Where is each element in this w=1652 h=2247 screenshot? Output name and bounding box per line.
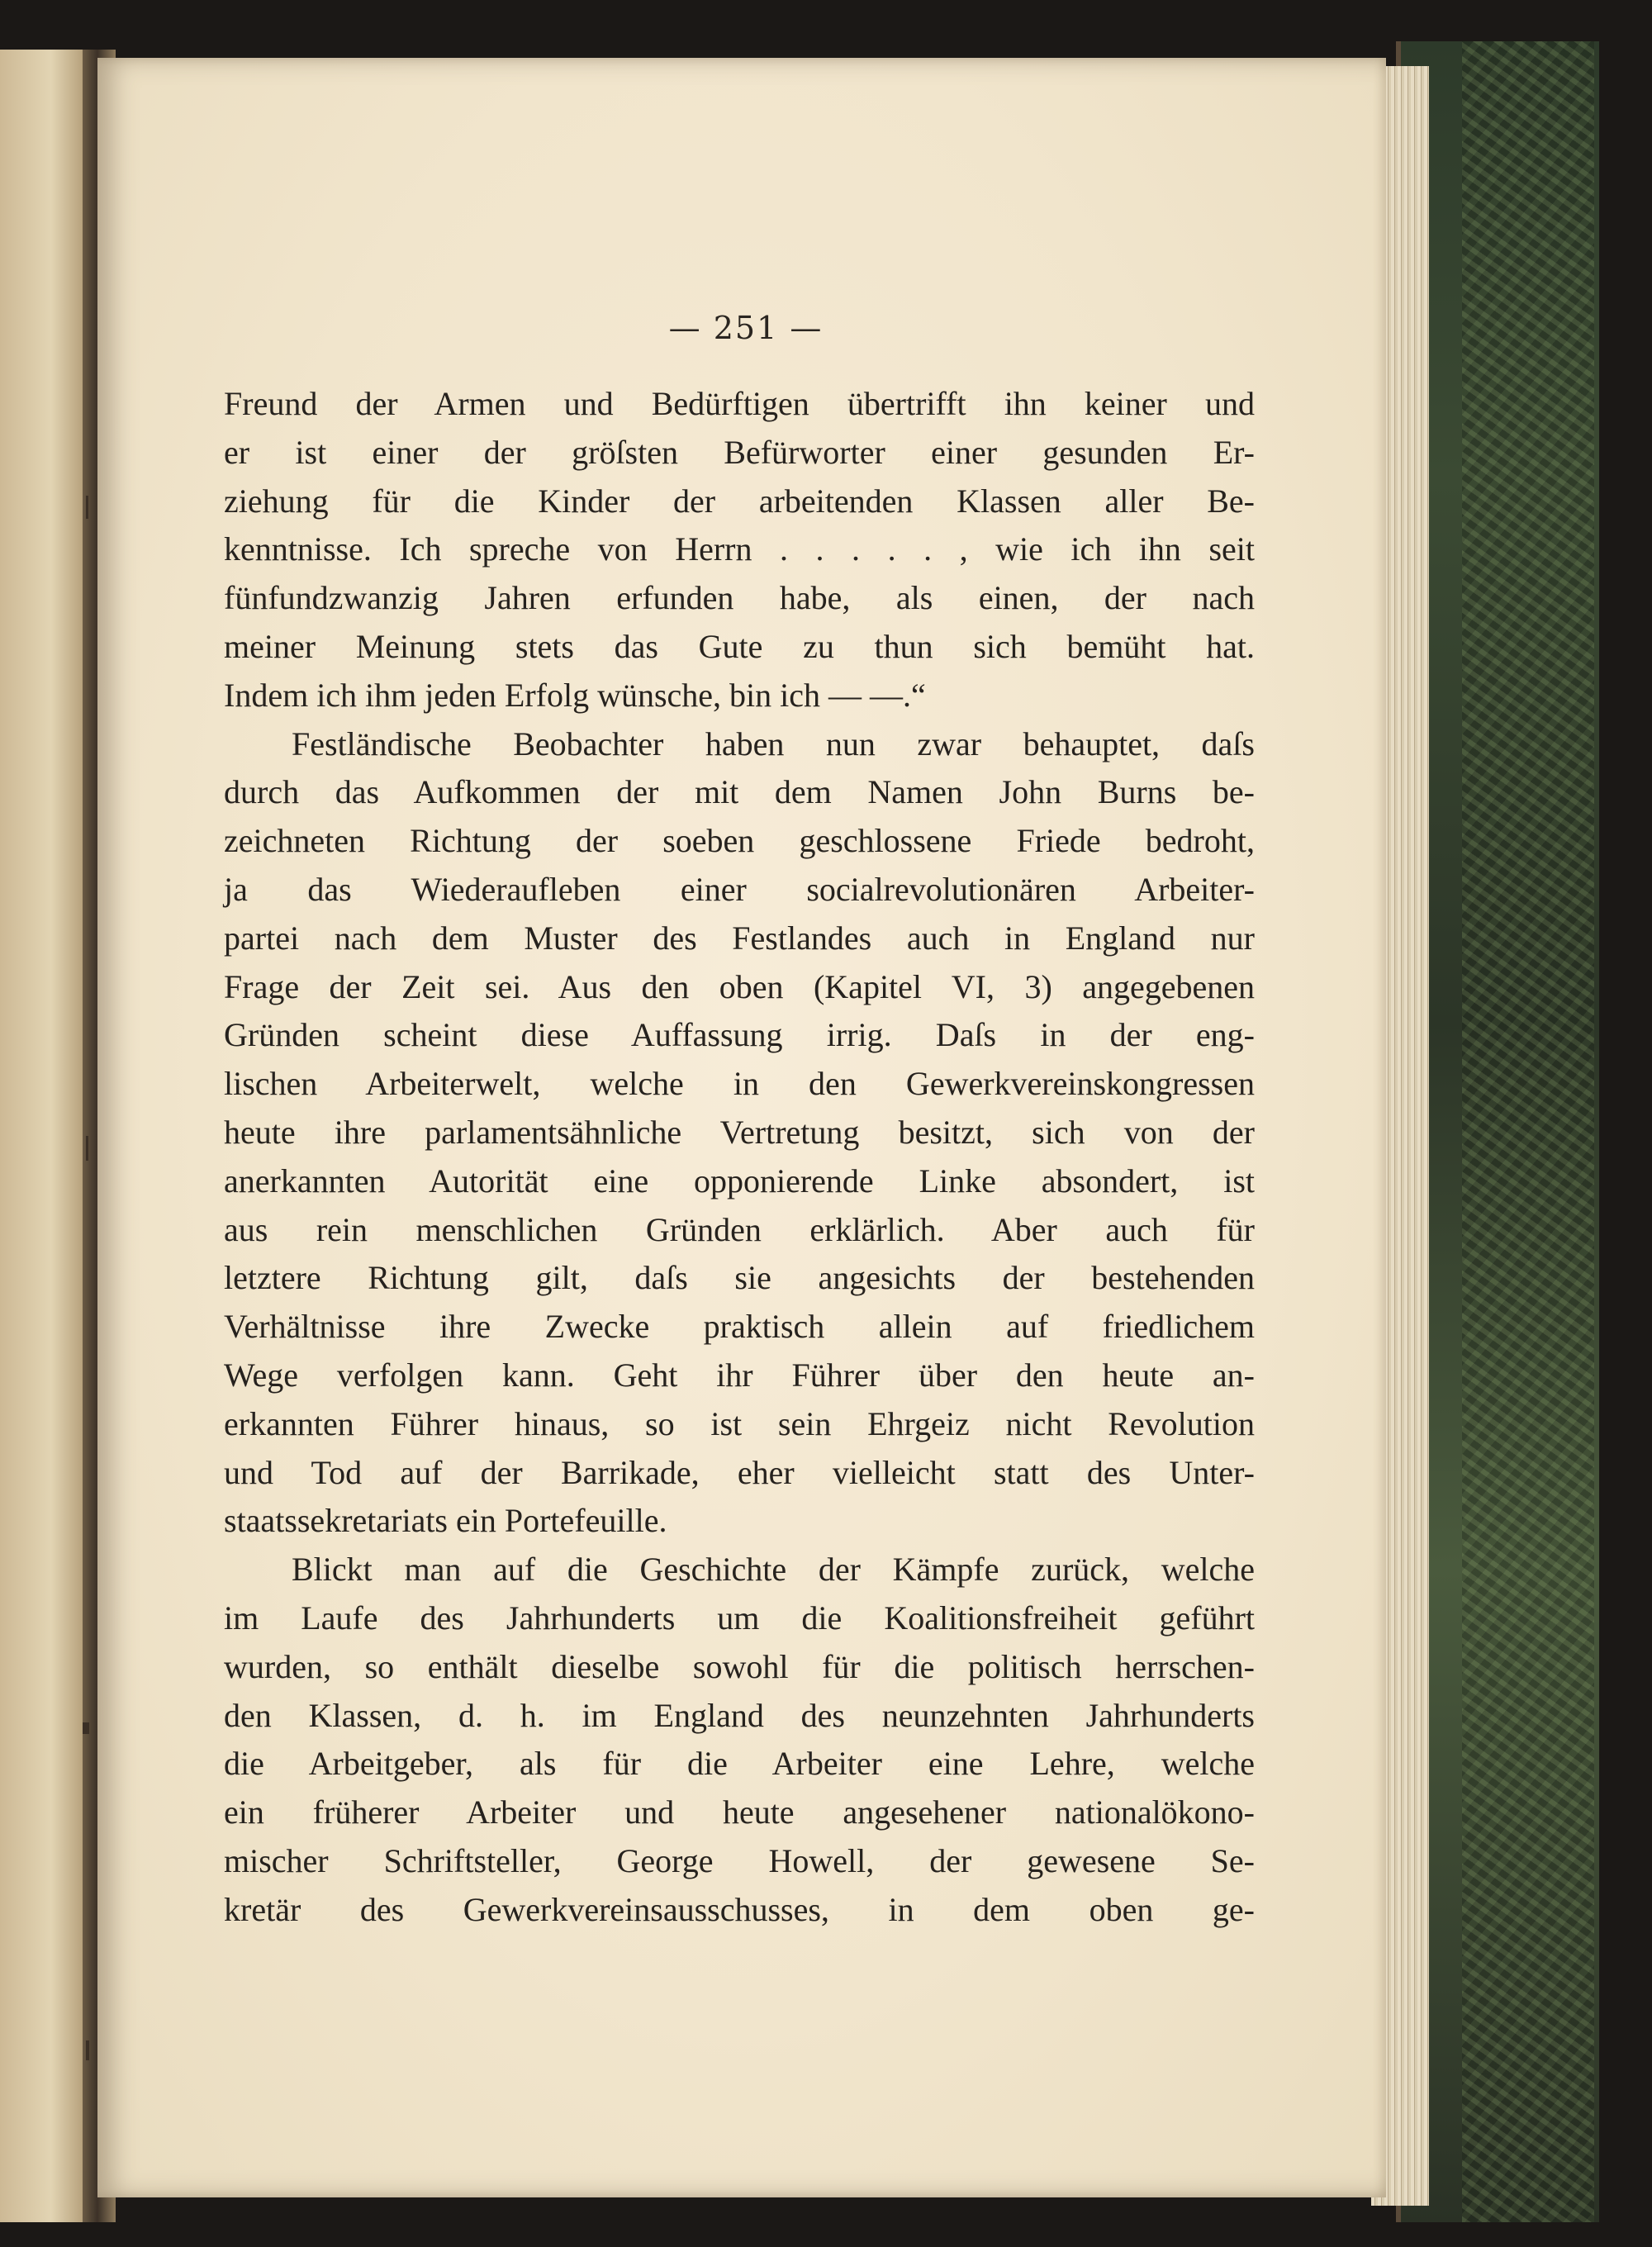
text-line: Indem ich ihm jeden Erfolg wünsche, bin ich — —.“ — [224, 676, 926, 714]
text-line: Festländische Beobachter haben nun zwar behauptet, daſs — [292, 724, 1255, 762]
text-line: Verhältnisse ihre Zwecke praktisch allein auf friedlichem — [224, 1308, 1255, 1346]
text-line: letztere Richtung gilt, daſs sie angesichts der bestehenden — [224, 1259, 1255, 1297]
text-line: Frage der Zeit sei. Aus den oben (Kapitel VI, 3) angegebenen — [224, 967, 1255, 1005]
body-text — [224, 380, 1255, 1935]
gutter-mark — [86, 1136, 88, 1161]
text-line: Blickt man auf die Geschichte der Kämpfe zurück, welche — [292, 1551, 1255, 1589]
text-line: lischen Arbeiterwelt, welche in den Gewerkvereinskongressen — [224, 1065, 1255, 1103]
text-line: Freund der Armen und Bedürftigen übertrifft ihn keiner und — [224, 385, 1255, 422]
text-line: anerkannten Autorität eine opponierende Linke absondert, ist — [224, 1162, 1255, 1200]
text-line: Wege verfolgen kann. Geht ihr Führer über den heute an- — [224, 1356, 1255, 1394]
text-line: und Tod auf der Barrikade, eher vielleicht statt des Unter- — [224, 1453, 1255, 1491]
text-line: kretär des Gewerkvereinsausschusses, in dem oben ge- — [224, 1890, 1255, 1928]
book-page — [97, 58, 1386, 2197]
text-line: ein früherer Arbeiter und heute angesehener nationalökono- — [224, 1793, 1255, 1831]
text-line: erkannten Führer hinaus, so ist sein Ehrgeiz nicht Revolution — [224, 1404, 1255, 1442]
text-line: durch das Aufkommen der mit dem Namen John Burns be- — [224, 773, 1255, 811]
text-line: staatssekretariats ein Portefeuille. — [224, 1502, 667, 1540]
text-line: aus rein menschlichen Gründen erklärlich. Aber auch für — [224, 1210, 1255, 1248]
text-line: den Klassen, d. h. im England des neunzehnten Jahrhunderts — [224, 1696, 1255, 1734]
text-line: Gründen scheint diese Auffassung irrig. Daſs in der eng- — [224, 1016, 1255, 1054]
text-line: er ist einer der gröſsten Befürworter einer gesunden Er- — [224, 433, 1255, 471]
left-facing-page-edge — [0, 50, 93, 2222]
text-line: die Arbeitgeber, als für die Arbeiter eine Lehre, welche — [224, 1745, 1255, 1783]
text-line: meiner Meinung stets das Gute zu thun sich bemüht hat. — [224, 627, 1255, 665]
text-line: wurden, so enthält dieselbe sowohl für die politisch herrschen- — [224, 1647, 1255, 1685]
page-number: — 251 — — [668, 310, 824, 346]
gutter-mark — [83, 1722, 89, 1734]
text-line: zeichneten Richtung der soeben geschlossene Friede bedroht, — [224, 822, 1255, 860]
text-line: fünfundzwanzig Jahren erfunden habe, als einen, der nach — [224, 579, 1255, 617]
text-line: im Laufe des Jahrhunderts um die Koalitionsfreiheit geführt — [224, 1599, 1255, 1637]
text-line: ziehung für die Kinder der arbeitenden Klassen aller Be- — [224, 482, 1255, 520]
gutter-mark — [86, 2040, 89, 2060]
text-line: partei nach dem Muster des Festlandes auch in England nur — [224, 919, 1255, 957]
text-line: heute ihre parlamentsähnliche Vertretung besitzt, sich von der — [224, 1113, 1255, 1151]
text-line: kenntnisse. Ich spreche von Herrn . . . . . , wie ich ihn seit — [224, 530, 1255, 568]
text-line: mischer Schriftsteller, George Howell, der gewesene Se- — [224, 1841, 1255, 1879]
text-line: ja das Wiederaufleben einer socialrevolutionären Arbeiter- — [224, 870, 1255, 908]
marbled-cover-texture — [1462, 41, 1594, 2222]
gutter-mark — [86, 496, 88, 519]
